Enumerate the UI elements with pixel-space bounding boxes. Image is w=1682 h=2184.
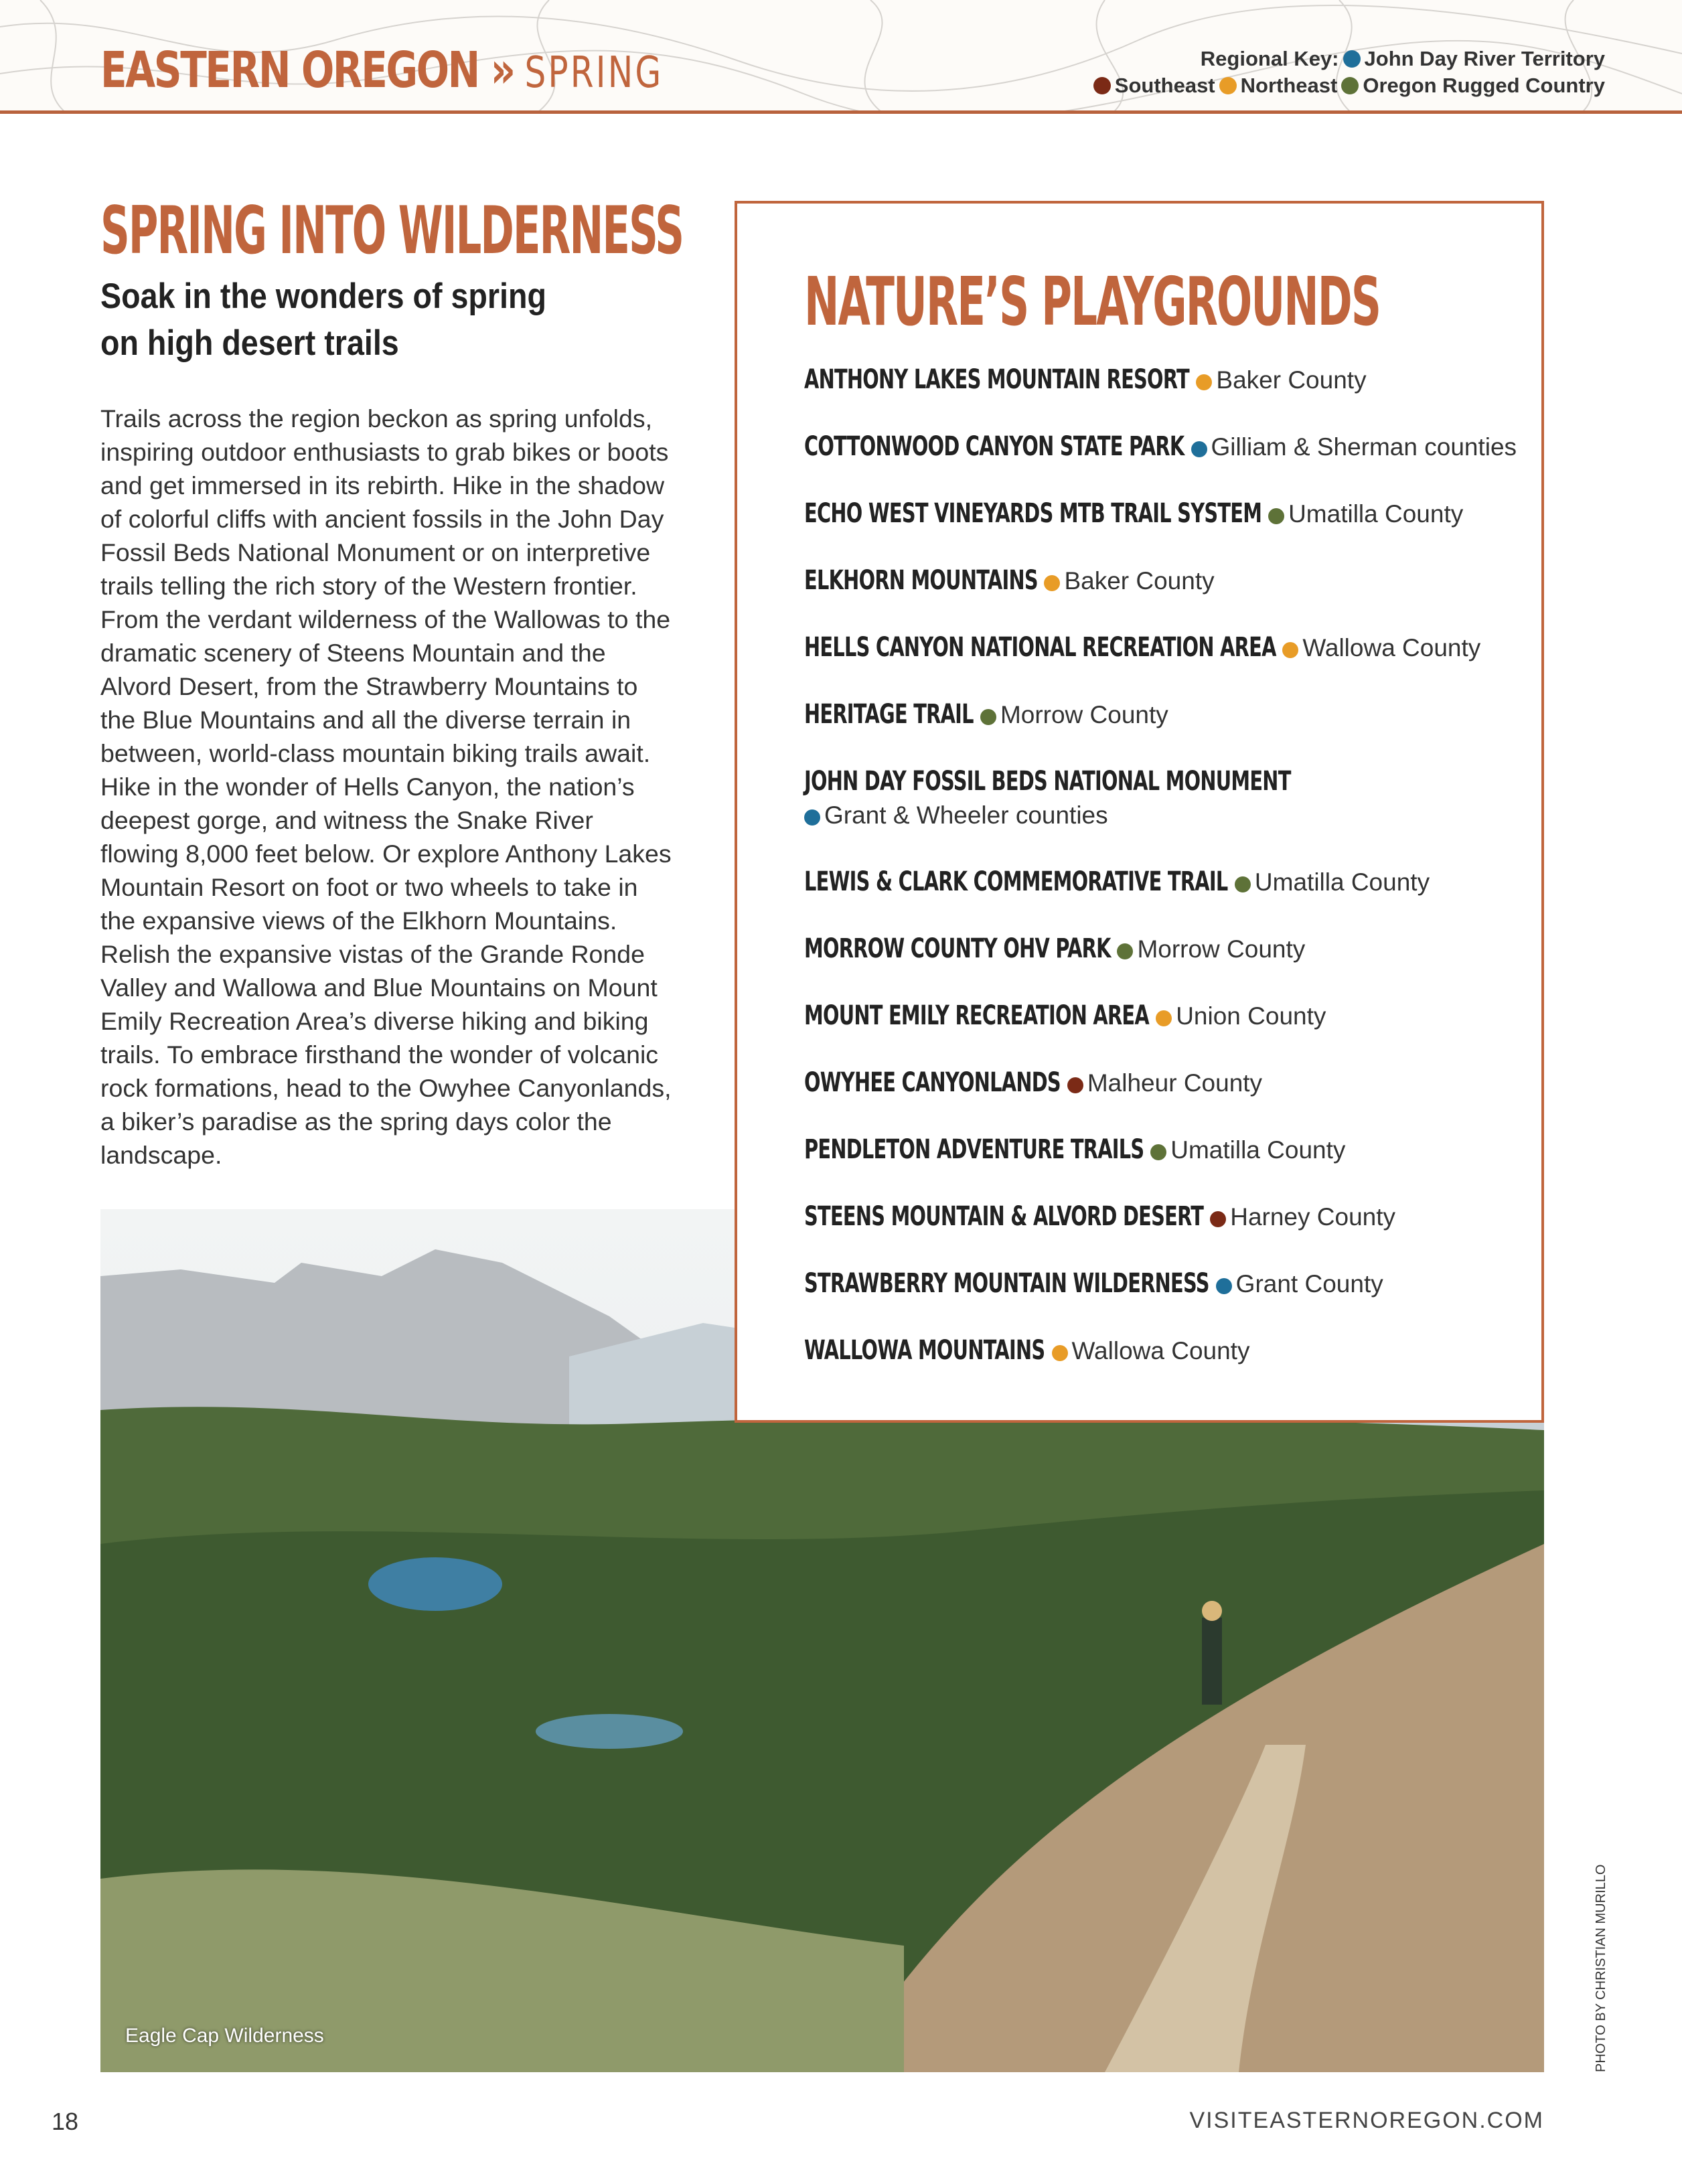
place-name: OWYHEE CANYONLANDS [804,1067,1061,1098]
list-item [804,865,1541,932]
list-item [804,564,1541,631]
region-label: Oregon Rugged Country [1363,74,1605,97]
region-dot-icon [980,709,996,725]
page-header [0,0,1682,114]
list-item [804,1334,1541,1401]
list-item [804,631,1541,698]
chevron-icon: » [490,42,514,99]
region-label: John Day River Territory [1364,47,1605,70]
region-label: Northeast [1240,74,1338,97]
region-dot-icon [1210,1211,1226,1227]
county-label: Grant County [1235,1270,1383,1298]
place-name: MOUNT EMILY RECREATION AREA [804,1000,1149,1031]
county-label: Baker County [1216,366,1367,394]
region-dot-icon [1343,50,1361,68]
playground-list [804,363,1541,1401]
list-item [804,999,1541,1066]
brand-name: EASTERN OREGON [100,42,479,99]
list-item [804,1133,1541,1200]
county-label: Wallowa County [1071,1337,1250,1364]
region-dot-icon [1196,374,1212,390]
region-dot-icon [1052,1345,1068,1361]
county-label: Wallowa County [1302,634,1481,661]
list-item [804,698,1541,765]
region-dot-icon [1044,575,1060,591]
county-label: Umatilla County [1288,500,1464,528]
county-label: Harney County [1230,1203,1396,1231]
list-item [804,1200,1541,1267]
article-title: SPRING INTO WILDERNESS [100,193,684,269]
article-body: Trails across the region beckon as spring unfolds, inspiring outdoor enthusiasts to grab bikes or boots and get immersed in its rebirth. Hike in the shadow of colorful cliffs with ancient fossils in the John Day Fossil Beds National Monument or on interpretive trails telling the rich story of the Western frontier. From the verdant wilderness of the Wallowas to the dramatic scenery of Steens Mountain and the Alvord Desert, from the Strawberry Mountains to the Blue Mountains and all the diverse terrain in between, world-class mountain biking trails await. Hike in the wonder of Hells Canyon, the nation’s deepest gorge, and witness the Snake River flowing 8,000 feet below. Or explore Anthony Lakes Mountain Resort on foot or two wheels to take in the expansive views of the Elkhorn Mountains. Relish the expansive vistas of the Grande Ronde Valley and Wallowa and Blue Mountains on Mount Emily Recreation Area’s diverse hiking and biking trails. To embrace firsthand the wonder of volcanic rock formations, head to the Owyhee Canyonlands, a biker’s paradise as the spring days color the landscape. [100,404,672,1169]
list-item [804,430,1541,497]
region-dot-icon [1156,1010,1172,1026]
region-dot-icon [804,809,820,826]
place-name: JOHN DAY FOSSIL BEDS NATIONAL MONUMENT [804,766,1291,797]
region-dot-icon [1268,508,1284,524]
article-subtitle: Soak in the wonders of spring on high desert trails [100,277,546,363]
place-name: COTTONWOOD CANYON STATE PARK [804,431,1184,462]
region-dot-icon [1341,77,1359,94]
place-name: STRAWBERRY MOUNTAIN WILDERNESS [804,1268,1209,1299]
county-label: Grant & Wheeler counties [824,801,1108,829]
region-dot-icon [1093,77,1111,94]
region-label: Southeast [1114,74,1215,97]
list-item [804,1066,1541,1133]
county-label: Morrow County [1137,935,1306,963]
key-label: Regional Key: [1200,47,1339,70]
place-name: MORROW COUNTY OHV PARK [804,933,1111,964]
season-label: SPRING [524,48,664,98]
county-label: Union County [1176,1002,1326,1030]
region-dot-icon [1191,441,1207,457]
county-label: Malheur County [1087,1069,1263,1097]
place-name: LEWIS & CLARK COMMEMORATIVE TRAIL [804,866,1228,897]
list-item [804,932,1541,999]
natures-playgrounds-box [735,201,1544,1423]
county-label: Baker County [1064,567,1215,595]
photo-caption: Eagle Cap Wilderness [125,2025,324,2047]
region-dot-icon [1067,1077,1083,1093]
region-dot-icon [1235,876,1251,892]
place-name: WALLOWA MOUNTAINS [804,1335,1045,1366]
box-title: NATURE’S PLAYGROUNDS [804,262,1381,341]
publication-brand [100,42,663,99]
county-label: Umatilla County [1254,868,1430,896]
region-dot-icon [1282,642,1298,658]
place-name: ECHO WEST VINEYARDS MTB TRAIL SYSTEM [804,498,1262,529]
place-name: HERITAGE TRAIL [804,699,974,730]
list-item [804,497,1541,564]
regional-key [1089,46,1605,99]
county-label: Gilliam & Sherman counties [1211,433,1517,461]
page-number: 18 [52,2108,79,2135]
photo-credit: PHOTO BY CHRISTIAN MURILLO [1594,1864,1608,2072]
county-label: Morrow County [1000,701,1168,728]
place-name: ELKHORN MOUNTAINS [804,565,1038,596]
region-dot-icon [1219,77,1237,94]
place-name: HELLS CANYON NATIONAL RECREATION AREA [804,632,1276,663]
list-item [804,363,1541,430]
place-name: STEENS MOUNTAIN & ALVORD DESERT [804,1201,1204,1232]
region-dot-icon [1117,943,1133,959]
region-dot-icon [1216,1278,1232,1294]
list-item [804,765,1541,865]
place-name: PENDLETON ADVENTURE TRAILS [804,1134,1144,1165]
county-label: Umatilla County [1170,1136,1346,1164]
region-dot-icon [1150,1144,1166,1160]
list-item [804,1267,1541,1334]
website-url[interactable]: VISITEASTERNOREGON.COM [1189,2108,1544,2133]
place-name: ANTHONY LAKES MOUNTAIN RESORT [804,364,1189,395]
